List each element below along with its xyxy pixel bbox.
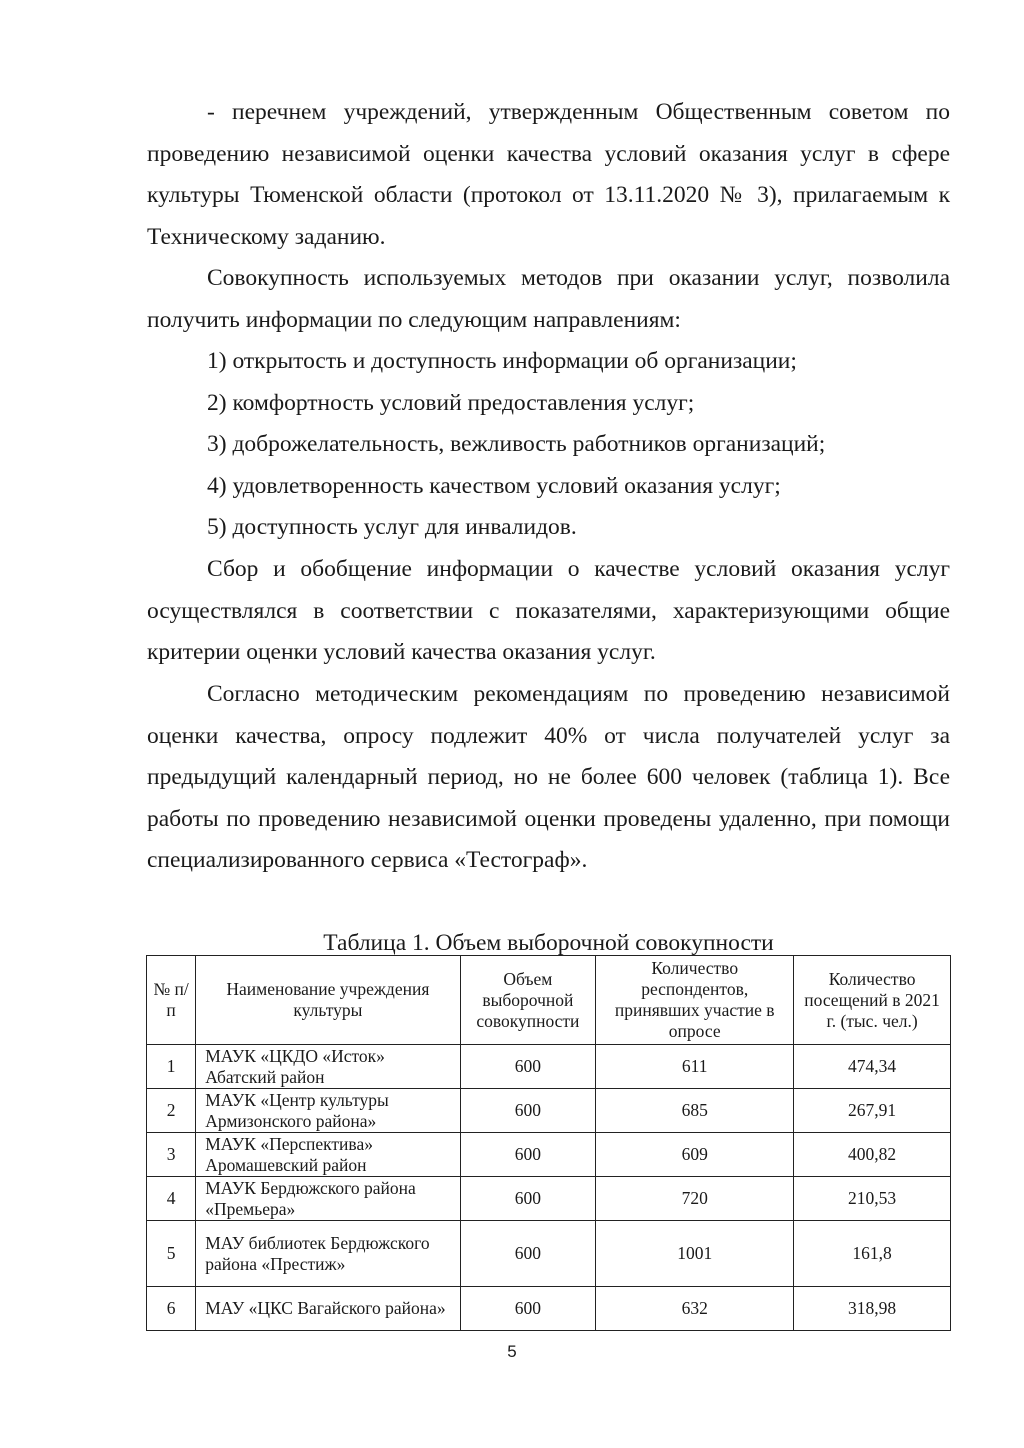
table-row xyxy=(147,1089,951,1133)
table-row xyxy=(147,1221,951,1287)
cell-institution: МАУ «ЦКС Вагайского района» xyxy=(196,1287,460,1331)
cell-sample-size: 600 xyxy=(460,1133,596,1177)
sample-size-table xyxy=(146,955,951,1331)
list-item: 5) доступность услуг для инвалидов. xyxy=(207,514,577,540)
cell-number: 4 xyxy=(147,1177,196,1221)
page-number: 5 xyxy=(507,1342,517,1361)
table-row xyxy=(147,1045,951,1089)
cell-respondents: 632 xyxy=(596,1287,794,1331)
cell-institution: МАУК «ЦКДО «Исток» Абатский район xyxy=(196,1045,460,1089)
cell-visits: 267,91 xyxy=(794,1089,951,1133)
cell-visits: 318,98 xyxy=(794,1287,951,1331)
cell-number: 6 xyxy=(147,1287,196,1331)
cell-visits: 400,82 xyxy=(794,1133,951,1177)
table-header-row xyxy=(147,956,951,1045)
cell-sample-size: 600 xyxy=(460,1177,596,1221)
table-row xyxy=(147,1133,951,1177)
cell-respondents: 685 xyxy=(596,1089,794,1133)
list-item: 2) комфортность условий предоставления услуг; xyxy=(207,390,695,416)
header-respondents: Количество респондентов, принявших участие в опросе xyxy=(596,956,794,1045)
cell-visits: 210,53 xyxy=(794,1177,951,1221)
header-visits: Количество посещений в 2021 г. (тыс. чел.) xyxy=(794,956,951,1045)
cell-respondents: 720 xyxy=(596,1177,794,1221)
list-item: 1) открытость и доступность информации об организации; xyxy=(207,348,797,374)
cell-sample-size: 600 xyxy=(460,1089,596,1133)
paragraph-data-collection: Сбор и обобщение информации о качестве условий оказания услуг осуществлялся в соответствии с показателями, характеризующими общие критерии оценки условий качества оказания услуг. xyxy=(147,556,950,665)
list-item: 3) доброжелательность, вежливость работников организаций; xyxy=(207,431,826,457)
paragraph-methodology: Согласно методическим рекомендациям по проведению независимой оценки качества, опросу подлежит 40% от числа получателей услуг за предыдущий календарный период, но не более 600 человек (таблица 1). Все работы по проведению независимой оценки проведены удаленно, при помощи специализированного сервиса «Тестограф». xyxy=(147,681,950,873)
table-row xyxy=(147,1287,951,1331)
header-institution: Наименование учреждения культуры xyxy=(196,956,460,1045)
header-sample-size: Объем выборочной совокупности xyxy=(460,956,596,1045)
list-item: 4) удовлетворенность качеством условий оказания услуг; xyxy=(207,473,781,499)
cell-sample-size: 600 xyxy=(460,1221,596,1287)
cell-sample-size: 600 xyxy=(460,1045,596,1089)
cell-respondents: 609 xyxy=(596,1133,794,1177)
cell-visits: 474,34 xyxy=(794,1045,951,1089)
cell-institution: МАУК Бердюжского района «Премьера» xyxy=(196,1177,460,1221)
cell-visits: 161,8 xyxy=(794,1221,951,1287)
table-caption: Таблица 1. Объем выборочной совокупности xyxy=(323,930,774,956)
paragraph-methods: Совокупность используемых методов при оказании услуг, позволила получить информации по следующим направлениям: xyxy=(147,265,950,333)
cell-institution: МАУК «Перспектива» Аромашевский район xyxy=(196,1133,460,1177)
cell-sample-size: 600 xyxy=(460,1287,596,1331)
cell-number: 3 xyxy=(147,1133,196,1177)
table-row xyxy=(147,1177,951,1221)
header-number: № п/п xyxy=(147,956,196,1045)
cell-number: 2 xyxy=(147,1089,196,1133)
cell-institution: МАУ библиотек Бердюжского района «Престиж» xyxy=(196,1221,460,1287)
cell-number: 5 xyxy=(147,1221,196,1287)
cell-respondents: 1001 xyxy=(596,1221,794,1287)
cell-respondents: 611 xyxy=(596,1045,794,1089)
paragraph-institutions-list: - перечнем учреждений, утвержденным Общественным советом по проведению независимой оценки качества условий оказания услуг в сфере культуры Тюменской области (протокол от 13.11.2020 № 3), прилагаемым к Техническому заданию. xyxy=(147,99,950,250)
cell-institution: МАУК «Центр культуры Армизонского района» xyxy=(196,1089,460,1133)
cell-number: 1 xyxy=(147,1045,196,1089)
